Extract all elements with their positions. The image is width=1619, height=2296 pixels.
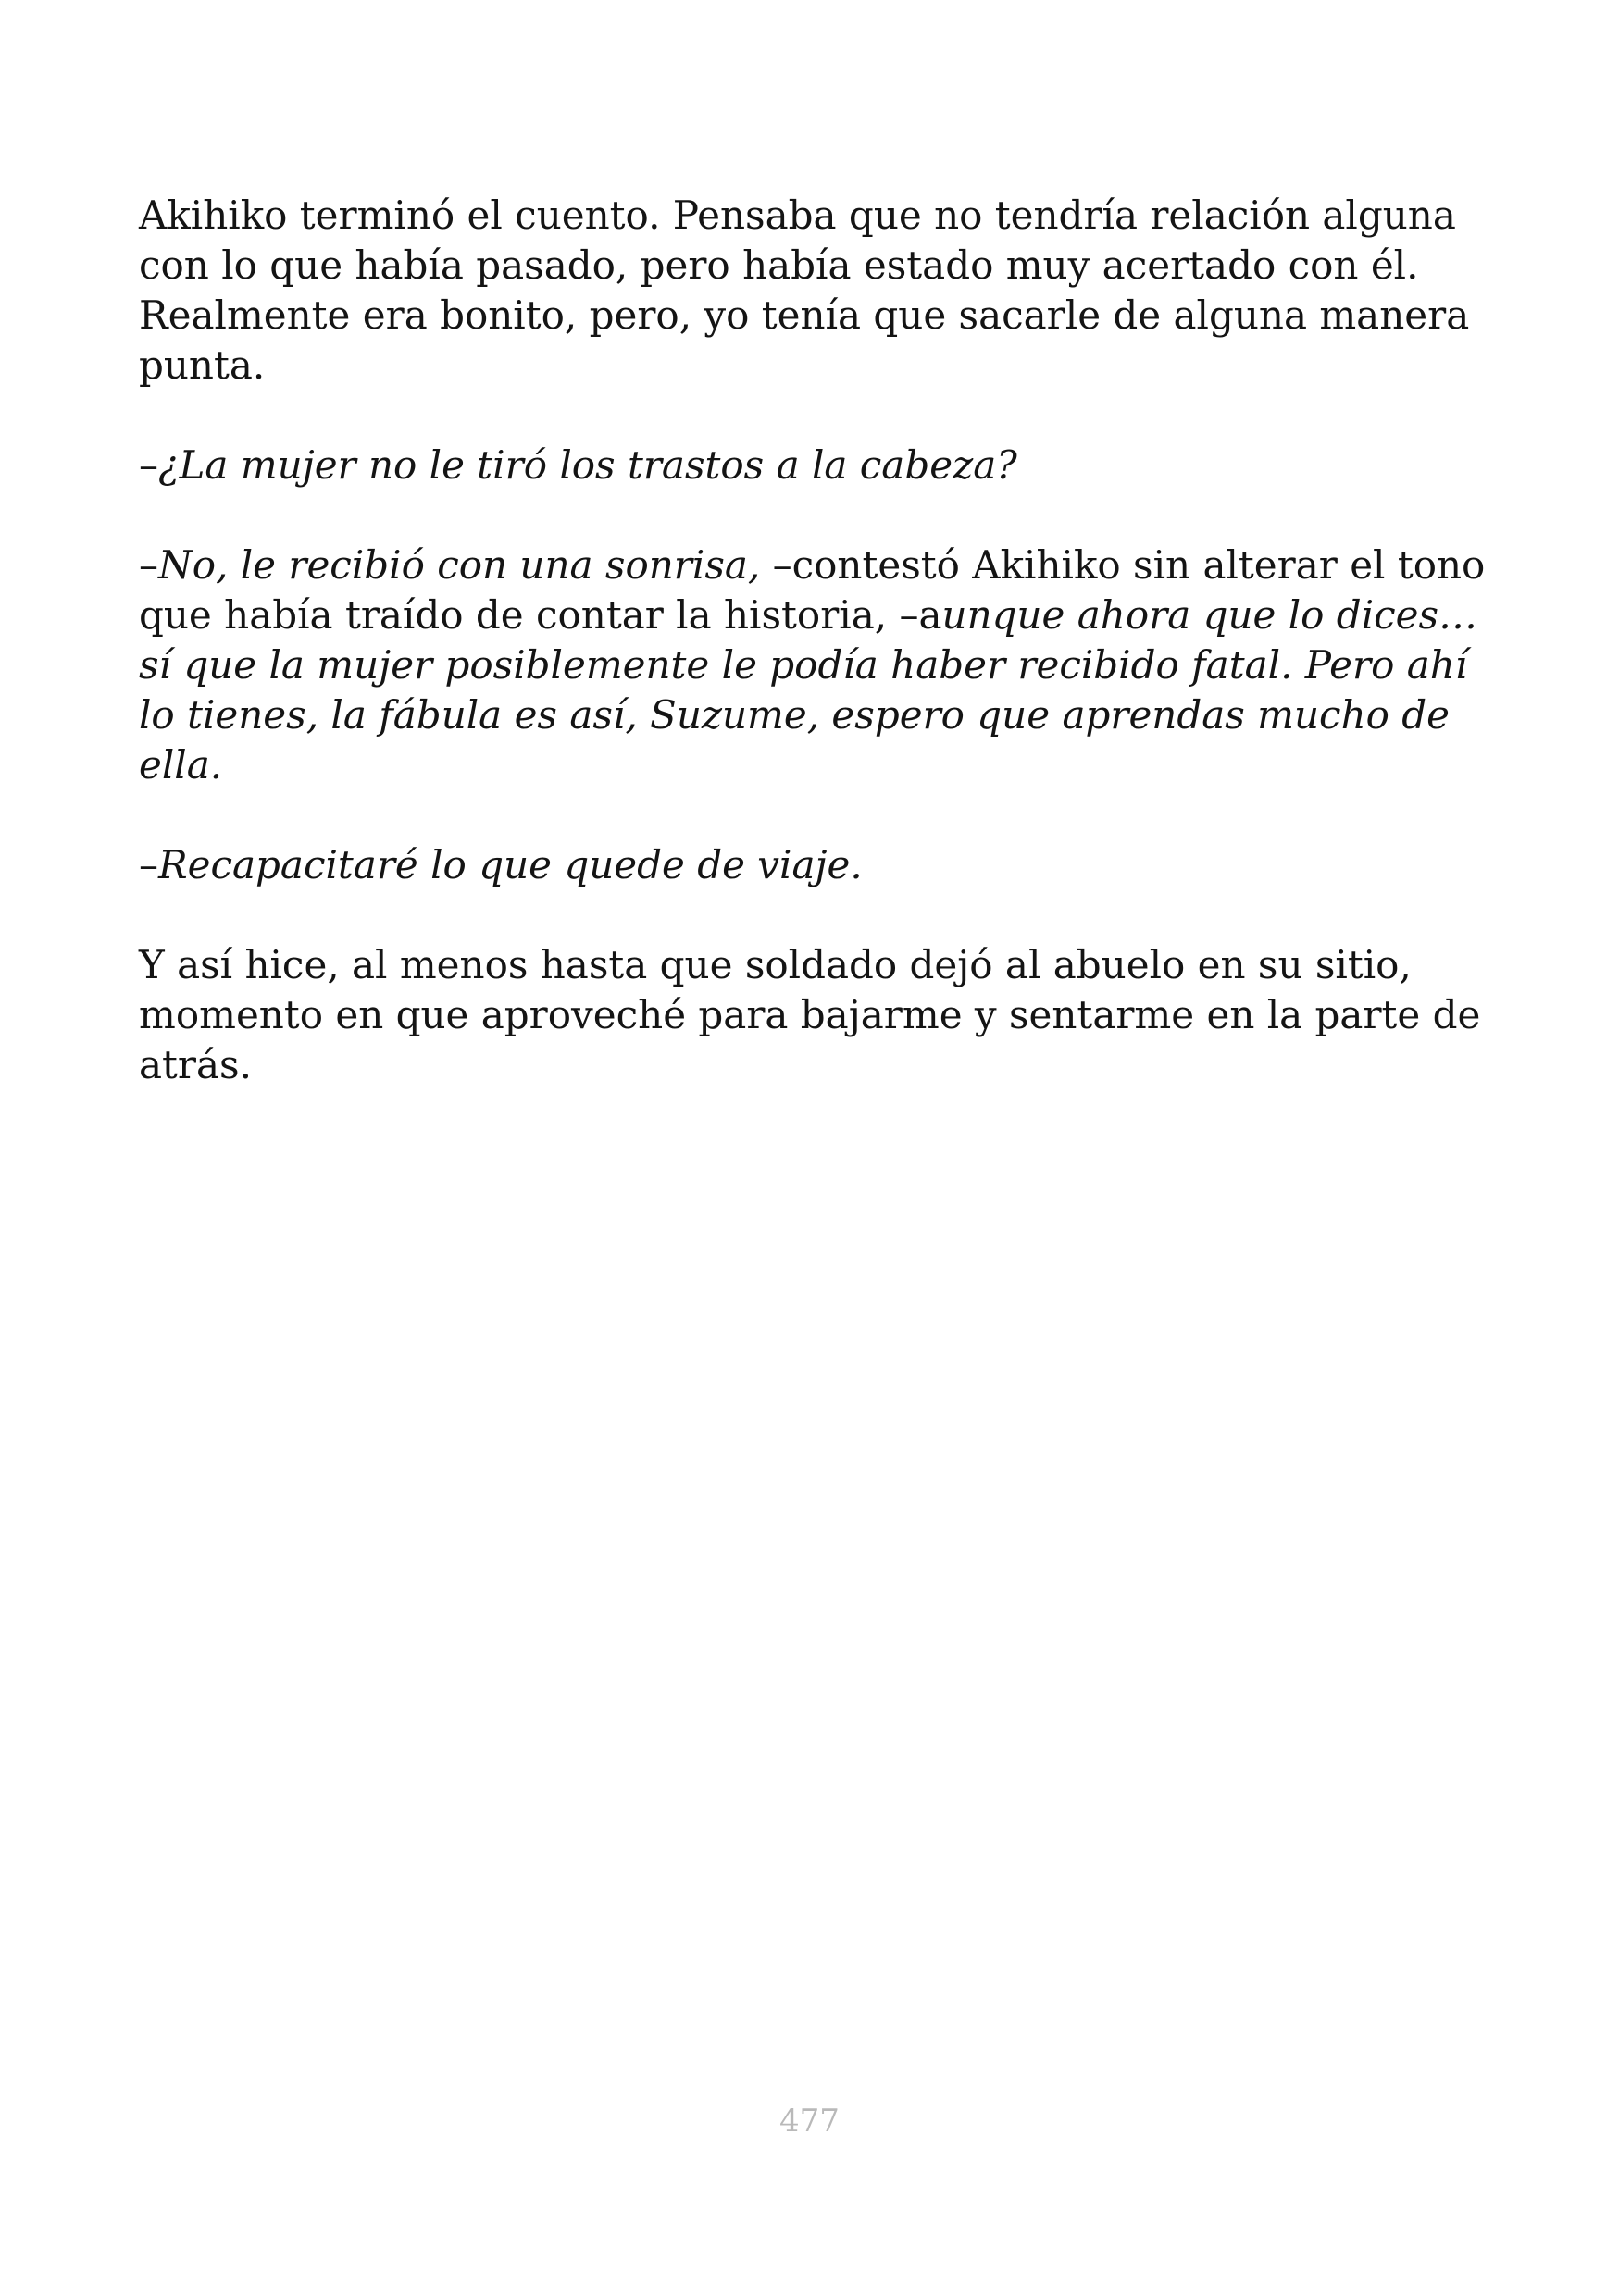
- body-text: [139, 191, 1490, 1090]
- page-number: 477: [779, 2103, 840, 2140]
- dialogue-dash: –: [139, 442, 158, 488]
- dialogue-dash: –: [139, 542, 158, 588]
- paragraph-dialogue-1: [139, 441, 1490, 490]
- narration-text: Akihiko terminó el cuento. Pensaba que no tendría relación alguna con lo que había pasado, pero había estado muy acertado con él. Realmente era bonito, pero, yo tenía que sacarle de alguna manera punta.: [139, 192, 1470, 388]
- dialogue-text: Recapacitaré lo que quede de viaje.: [158, 842, 863, 887]
- paragraph-dialogue-2: [139, 540, 1490, 790]
- dialogue-text: ¿La mujer no le tiró los trastos a la cabeza?: [158, 442, 1017, 488]
- dialogue-text: No, le recibió con una sonrisa,: [158, 542, 761, 588]
- dialogue-dash: –: [139, 842, 158, 887]
- paragraph-narration-1: [139, 191, 1490, 391]
- paragraph-dialogue-3: [139, 840, 1490, 890]
- dialogue-tag: –contestó Akihiko sin alterar el tono que había traído de contar la historia, –a: [139, 542, 1486, 638]
- paragraph-narration-2: [139, 940, 1490, 1090]
- dialogue-text: unque ahora que lo dices… sí que la mujer posiblemente le podía haber recibido fatal. Pero ahí lo tienes, la fábula es así, Suzume, espero que aprendas mucho de ella.: [139, 592, 1478, 788]
- narration-text: Y así hice, al menos hasta que soldado dejó al abuelo en su sitio, momento en que aproveché para bajarme y sentarme en la parte de atrás.: [139, 942, 1481, 1087]
